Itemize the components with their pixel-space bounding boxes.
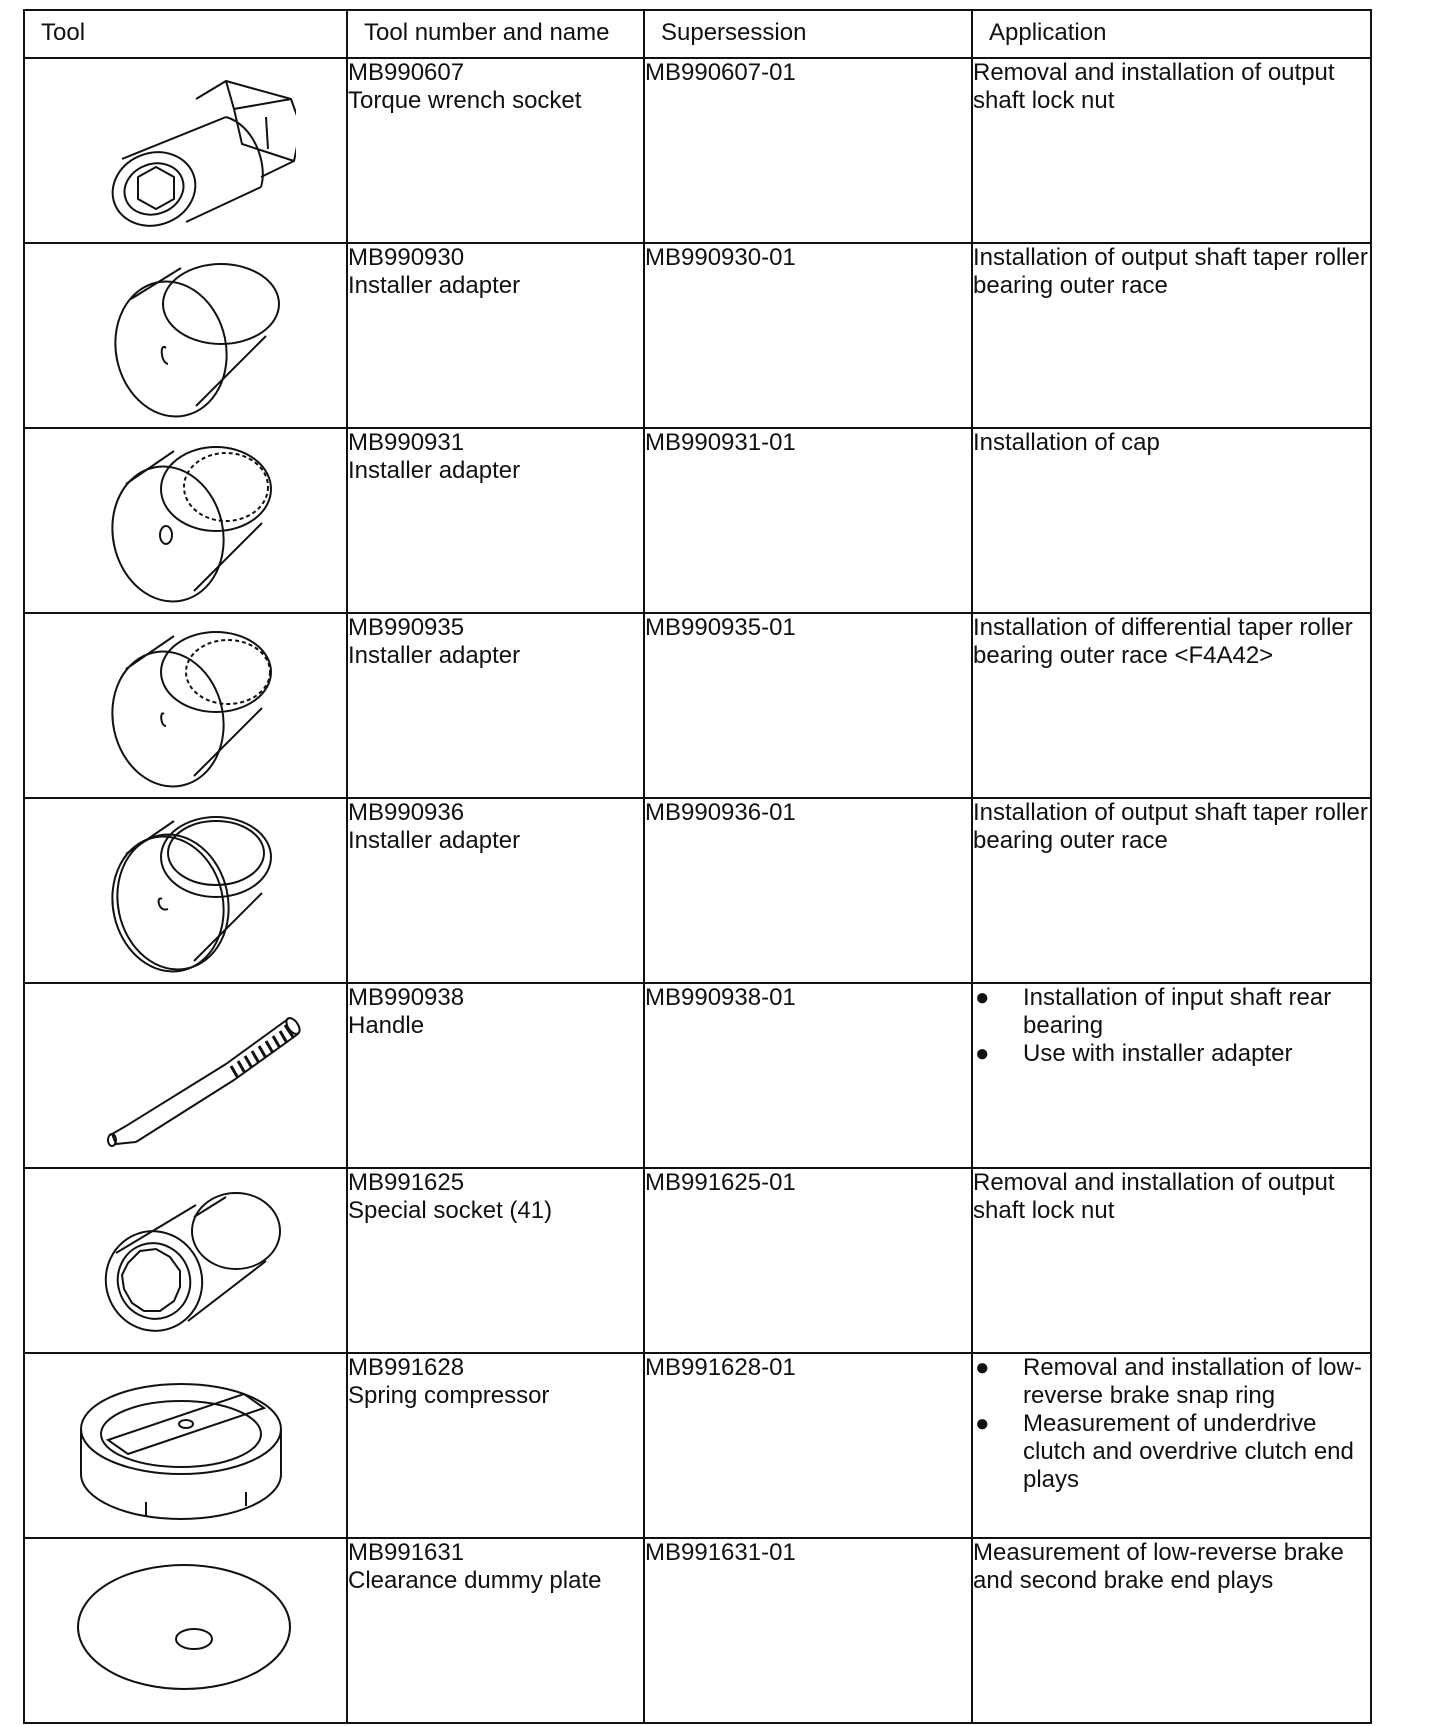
- tool-number: MB991628: [348, 1354, 465, 1381]
- header-row: [24, 10, 1371, 58]
- bullet-icon: ●: [975, 1410, 990, 1437]
- table-row: [24, 58, 1371, 243]
- tool-number-name-cell: [347, 798, 644, 983]
- tool-illustration-cell: [24, 243, 347, 428]
- table-row: [24, 428, 1371, 613]
- application-cell: [972, 1353, 1371, 1538]
- supersession-cell: MB991628-01: [644, 1353, 972, 1538]
- tool-number: MB990930: [348, 244, 465, 271]
- tool-illustration-cell: [24, 1538, 347, 1723]
- table-row: [24, 243, 1371, 428]
- application-cell: Installation of differential taper roller bearing outer race <F4A42>: [972, 613, 1371, 798]
- application-cell: Removal and installation of output shaft lock nut: [972, 1168, 1371, 1353]
- tool-number: MB990607: [348, 59, 465, 86]
- supersession-cell: MB990931-01: [644, 428, 972, 613]
- tool-illustration-cell: [24, 798, 347, 983]
- tool-number-name-cell: [347, 613, 644, 798]
- list-item: [973, 1410, 1370, 1494]
- application-item-text: Measurement of underdrive clutch and overdrive clutch end plays: [1023, 1410, 1354, 1493]
- application-list: [973, 1354, 1370, 1494]
- list-item: [973, 1354, 1370, 1410]
- tool-number-name-cell: [347, 983, 644, 1168]
- application-item-text: Removal and installation of low-reverse brake snap ring: [1023, 1354, 1362, 1409]
- tool-number: MB991625: [348, 1169, 465, 1196]
- header-application: Application: [972, 10, 1371, 58]
- tool-number: MB990938: [348, 984, 465, 1011]
- tool-illustration-cell: [24, 613, 347, 798]
- tool-number-name-cell: [347, 243, 644, 428]
- tool-name: Installer adapter: [348, 642, 521, 669]
- header-tool-number-and-name: Tool number and name: [347, 10, 644, 58]
- tool-number-name-cell: [347, 58, 644, 243]
- bullet-icon: ●: [975, 1354, 990, 1381]
- special-tools-table: [23, 9, 1372, 1724]
- list-item: [973, 1040, 1370, 1068]
- tool-name: Installer adapter: [348, 457, 521, 484]
- tool-name: Spring compressor: [348, 1382, 550, 1409]
- special-socket-illustration: [76, 1169, 296, 1344]
- tool-number-name-cell: [347, 1168, 644, 1353]
- tool-number: MB990936: [348, 799, 465, 826]
- application-cell: Installation of output shaft taper roller bearing outer race: [972, 243, 1371, 428]
- application-cell: [972, 983, 1371, 1168]
- application-cell: Measurement of low-reverse brake and second brake end plays: [972, 1538, 1371, 1723]
- tool-illustration-cell: [24, 428, 347, 613]
- bullet-icon: ●: [975, 1040, 990, 1067]
- tool-illustration-cell: [24, 58, 347, 243]
- table-row: [24, 1538, 1371, 1723]
- tool-name: Special socket (41): [348, 1197, 553, 1224]
- header-tool: Tool: [24, 10, 347, 58]
- installer-adapter-illustration: [76, 799, 296, 974]
- supersession-cell: MB991625-01: [644, 1168, 972, 1353]
- tool-name: Torque wrench socket: [348, 87, 582, 114]
- supersession-cell: MB990930-01: [644, 243, 972, 428]
- table-row: [24, 1168, 1371, 1353]
- tool-number: MB990931: [348, 429, 465, 456]
- tool-number-name-cell: [347, 1353, 644, 1538]
- tool-number-name-cell: [347, 1538, 644, 1723]
- supersession-cell: MB990607-01: [644, 58, 972, 243]
- tool-name: Clearance dummy plate: [348, 1567, 602, 1594]
- installer-adapter-illustration: [76, 429, 296, 604]
- tool-illustration-cell: [24, 1353, 347, 1538]
- tool-illustration-cell: [24, 983, 347, 1168]
- tool-number-name-cell: [347, 428, 644, 613]
- supersession-cell: MB990935-01: [644, 613, 972, 798]
- application-cell: Installation of output shaft taper roller bearing outer race: [972, 798, 1371, 983]
- installer-adapter-illustration: [76, 244, 296, 419]
- application-cell: Removal and installation of output shaft lock nut: [972, 58, 1371, 243]
- table-row: [24, 983, 1371, 1168]
- supersession-cell: MB990936-01: [644, 798, 972, 983]
- application-cell: Installation of cap: [972, 428, 1371, 613]
- tool-name: Installer adapter: [348, 827, 521, 854]
- tool-number: MB990935: [348, 614, 465, 641]
- installer-adapter-illustration: [76, 614, 296, 789]
- table-row: [24, 1353, 1371, 1538]
- supersession-cell: MB991631-01: [644, 1538, 972, 1723]
- application-item-text: Use with installer adapter: [1023, 1040, 1293, 1067]
- torque-wrench-socket-illustration: [76, 59, 296, 234]
- tool-illustration-cell: [24, 1168, 347, 1353]
- tool-name: Handle: [348, 1012, 425, 1039]
- header-supersession: Supersession: [644, 10, 972, 58]
- tool-number: MB991631: [348, 1539, 465, 1566]
- bullet-icon: ●: [975, 984, 990, 1011]
- table-row: [24, 613, 1371, 798]
- application-list: [973, 984, 1370, 1068]
- table-row: [24, 798, 1371, 983]
- clearance-dummy-plate-illustration: [66, 1539, 306, 1714]
- handle-illustration: [66, 984, 306, 1159]
- list-item: [973, 984, 1370, 1040]
- application-item-text: Installation of input shaft rear bearing: [1023, 984, 1332, 1039]
- tool-name: Installer adapter: [348, 272, 521, 299]
- supersession-cell: MB990938-01: [644, 983, 972, 1168]
- spring-compressor-illustration: [66, 1354, 306, 1529]
